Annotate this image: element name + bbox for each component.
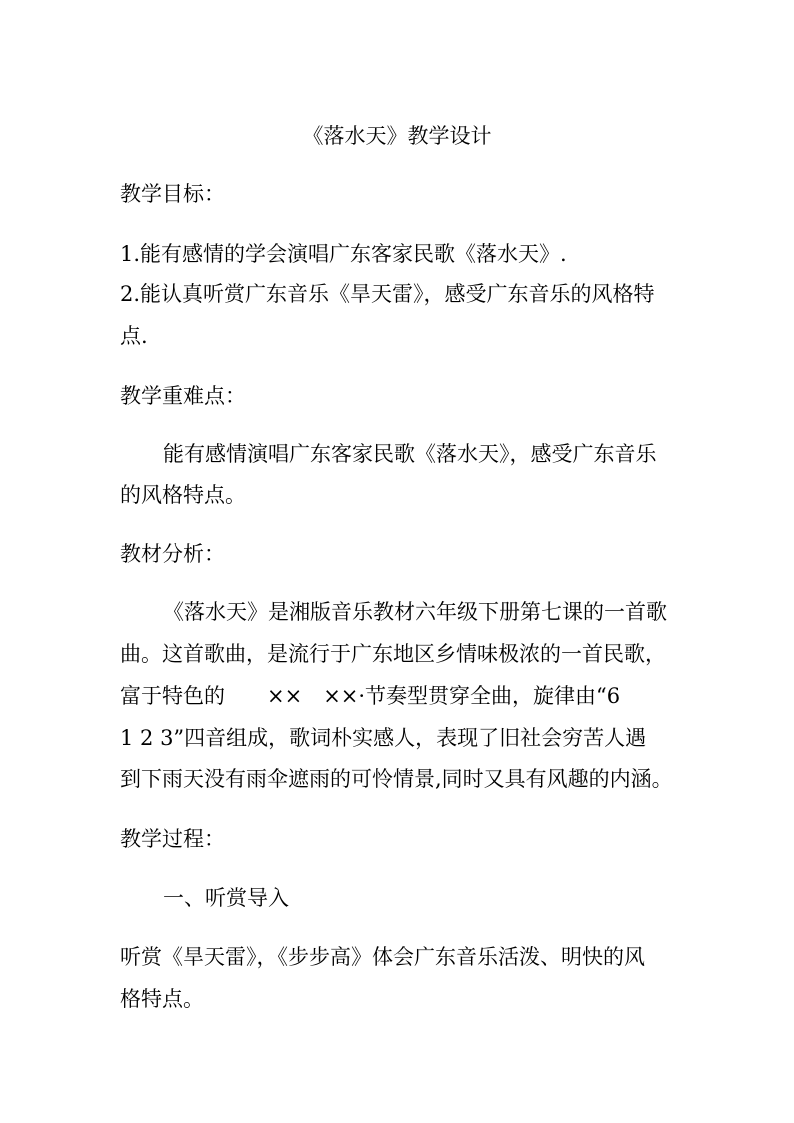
analysis-line-5: 到下雨天没有雨伞遮雨的可怜情景,同时又具有风趣的内涵。 (120, 767, 673, 791)
key-points-line-2: 的风格特点。 (120, 483, 246, 507)
analysis-line-3: 富于特色的 ×× ××·节奏型贯穿全曲，旋律由“6 (120, 684, 621, 708)
analysis-line-4: 1 2 3”四音组成，歌词朴实感人，表现了旧社会穷苦人遇 (120, 726, 647, 750)
process-section-1: 一、听赏导入 (163, 886, 289, 910)
key-points-heading: 教学重难点： (120, 384, 246, 408)
objective-item-1: 1.能有感情的学会演唱广东客家民歌《落水天》. (120, 242, 567, 266)
analysis-line-2: 曲。这首歌曲，是流行于广东地区乡情味极浓的一首民歌， (120, 642, 666, 666)
process-line-2: 格特点。 (120, 987, 204, 1011)
process-line-1: 听赏《旱天雷》，《步步高》体会广东音乐活泼、明快的风 (120, 945, 645, 969)
objectives-heading: 教学目标： (120, 182, 225, 206)
key-points-line-1: 能有感情演唱广东客家民歌《落水天》，感受广东音乐 (163, 442, 657, 466)
analysis-heading: 教材分析： (120, 542, 225, 566)
document-title: 《落水天》教学设计 (302, 124, 492, 148)
analysis-line-1: 《落水天》是湘版音乐教材六年级下册第七课的一首歌 (163, 600, 667, 624)
objective-item-2-line-2: 点. (120, 324, 148, 348)
process-heading: 教学过程： (120, 827, 225, 851)
objective-item-2-line-1: 2.能认真听赏广东音乐《旱天雷》，感受广东音乐的风格特 (120, 282, 655, 306)
